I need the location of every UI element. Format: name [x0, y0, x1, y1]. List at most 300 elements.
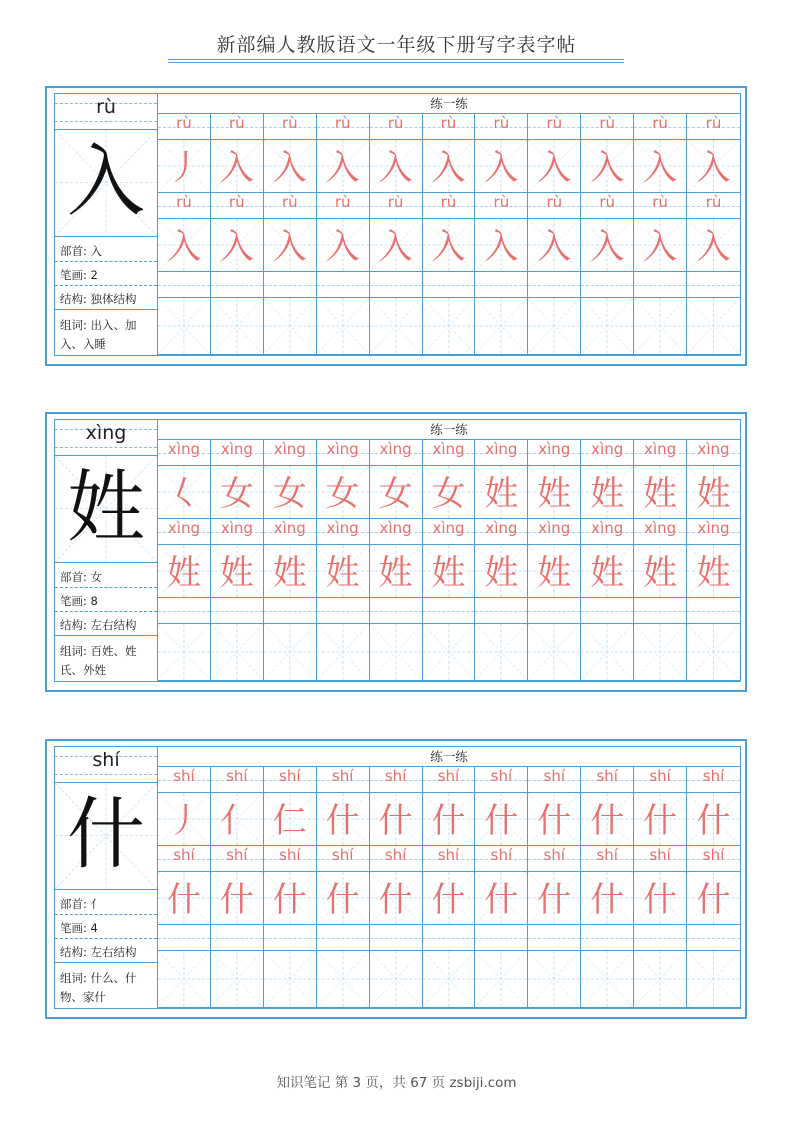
- practice-cell[interactable]: [528, 951, 581, 1007]
- practice-cell[interactable]: [264, 114, 317, 139]
- character-info-panel: [54, 93, 158, 356]
- practice-row: [158, 140, 740, 193]
- stroke-count-label: 笔画: 4: [55, 918, 157, 939]
- practice-cell[interactable]: [528, 440, 581, 465]
- practice-cell[interactable]: [687, 598, 740, 623]
- practice-cell[interactable]: [581, 767, 634, 792]
- practice-cell[interactable]: [211, 925, 264, 950]
- practice-cell[interactable]: [687, 793, 740, 845]
- practice-cell[interactable]: [634, 466, 687, 518]
- practice-cell[interactable]: [158, 272, 211, 297]
- trace-character: 入: [537, 148, 572, 188]
- practice-cell[interactable]: [423, 114, 476, 139]
- trace-character: 什: [537, 801, 572, 841]
- trace-character: 姓: [537, 553, 572, 593]
- trace-character: 什: [431, 801, 466, 841]
- trace-character: 亻: [219, 801, 254, 841]
- practice-cell[interactable]: [581, 624, 634, 680]
- practice-cell[interactable]: [581, 140, 634, 192]
- radical-label: 部首: 亻: [55, 894, 157, 915]
- practice-row: [158, 193, 740, 219]
- practice-cell[interactable]: [528, 114, 581, 139]
- practice-cell[interactable]: [634, 598, 687, 623]
- trace-character: 入: [431, 227, 466, 267]
- practice-cell[interactable]: [158, 466, 211, 518]
- practice-cell[interactable]: [634, 440, 687, 465]
- practice-cell[interactable]: [475, 545, 528, 597]
- practice-cell[interactable]: [423, 440, 476, 465]
- practice-cell[interactable]: [687, 624, 740, 680]
- practice-cell[interactable]: [317, 219, 370, 271]
- practice-cell[interactable]: [528, 767, 581, 792]
- practice-cell[interactable]: [317, 545, 370, 597]
- practice-cell[interactable]: [687, 951, 740, 1007]
- trace-pinyin: xìng: [538, 519, 571, 537]
- grid-guide: [475, 624, 527, 680]
- practice-cell[interactable]: [687, 114, 740, 139]
- practice-cell[interactable]: [423, 598, 476, 623]
- practice-cell[interactable]: [211, 466, 264, 518]
- practice-cell[interactable]: [475, 846, 528, 871]
- practice-cell[interactable]: [528, 298, 581, 354]
- practice-cell[interactable]: [317, 624, 370, 680]
- practice-cell[interactable]: [158, 519, 211, 544]
- practice-cell[interactable]: [528, 272, 581, 297]
- practice-cell[interactable]: [423, 519, 476, 544]
- practice-cell[interactable]: [211, 140, 264, 192]
- practice-cell[interactable]: [264, 545, 317, 597]
- practice-cell[interactable]: [528, 193, 581, 218]
- page-footer: 知识笔记 第 3 页，共 67 页 zsbiji.com: [276, 1075, 517, 1091]
- practice-cell[interactable]: [264, 767, 317, 792]
- practice-cell[interactable]: [264, 925, 317, 950]
- practice-cell[interactable]: [211, 872, 264, 924]
- practice-cell[interactable]: [264, 624, 317, 680]
- practice-cell[interactable]: [370, 440, 423, 465]
- trace-character: 姓: [272, 553, 307, 593]
- practice-cell[interactable]: [528, 219, 581, 271]
- trace-pinyin: xìng: [697, 519, 730, 537]
- trace-pinyin: rù: [546, 114, 563, 132]
- practice-cell[interactable]: [211, 272, 264, 297]
- practice-cell[interactable]: [423, 793, 476, 845]
- practice-cell[interactable]: [528, 598, 581, 623]
- practice-cell[interactable]: [370, 793, 423, 845]
- trace-character: 入: [325, 227, 360, 267]
- practice-cell[interactable]: [370, 951, 423, 1007]
- practice-cell[interactable]: [211, 298, 264, 354]
- practice-cell[interactable]: [317, 598, 370, 623]
- practice-cell[interactable]: [317, 951, 370, 1007]
- practice-cell[interactable]: [634, 846, 687, 871]
- trace-character: 入: [378, 148, 413, 188]
- practice-cell[interactable]: [475, 193, 528, 218]
- practice-cell[interactable]: [581, 519, 634, 544]
- practice-cell[interactable]: [317, 767, 370, 792]
- practice-cell[interactable]: [158, 925, 211, 950]
- trace-pinyin: rù: [599, 114, 616, 132]
- practice-cell[interactable]: [423, 545, 476, 597]
- practice-cell[interactable]: [475, 440, 528, 465]
- practice-cell[interactable]: [370, 140, 423, 192]
- practice-cell[interactable]: [158, 193, 211, 218]
- practice-cell[interactable]: [475, 114, 528, 139]
- practice-cell[interactable]: [581, 466, 634, 518]
- practice-cell[interactable]: [211, 545, 264, 597]
- practice-cell[interactable]: [634, 219, 687, 271]
- title-underline-2: [168, 62, 624, 63]
- trace-character: 姓: [378, 553, 413, 593]
- trace-pinyin: rù: [387, 193, 404, 211]
- practice-cell[interactable]: [475, 598, 528, 623]
- trace-pinyin: rù: [493, 114, 510, 132]
- practice-cell[interactable]: [317, 298, 370, 354]
- practice-cell[interactable]: [211, 598, 264, 623]
- grid-guide: [211, 624, 263, 680]
- practice-cell[interactable]: [158, 140, 211, 192]
- practice-cell[interactable]: [158, 767, 211, 792]
- character-info-panel: [54, 419, 158, 682]
- practice-cell[interactable]: [687, 925, 740, 950]
- practice-cell[interactable]: [528, 925, 581, 950]
- practice-cell[interactable]: [687, 272, 740, 297]
- practice-cell[interactable]: [423, 624, 476, 680]
- practice-cell[interactable]: [264, 140, 317, 192]
- practice-cell[interactable]: [423, 219, 476, 271]
- practice-cell[interactable]: [581, 545, 634, 597]
- practice-cell[interactable]: [687, 545, 740, 597]
- practice-cell[interactable]: [687, 219, 740, 271]
- practice-cell[interactable]: [211, 219, 264, 271]
- trace-pinyin: rù: [493, 193, 510, 211]
- trace-pinyin: shí: [702, 846, 725, 864]
- practice-cell[interactable]: [370, 298, 423, 354]
- trace-character: 姓: [590, 474, 625, 514]
- model-character: 入: [66, 137, 145, 227]
- practice-cell[interactable]: [475, 219, 528, 271]
- character-info-panel: [54, 746, 158, 1009]
- grid-guide: [370, 298, 422, 354]
- practice-cell[interactable]: [158, 219, 211, 271]
- practice-cell[interactable]: [475, 872, 528, 924]
- practice-cell[interactable]: [423, 193, 476, 218]
- practice-cell[interactable]: [211, 193, 264, 218]
- practice-cell[interactable]: [211, 793, 264, 845]
- practice-cell[interactable]: [634, 767, 687, 792]
- pinyin-box: [55, 94, 157, 130]
- practice-cell[interactable]: [528, 624, 581, 680]
- practice-cell[interactable]: [634, 545, 687, 597]
- trace-character: 入: [590, 227, 625, 267]
- practice-cell[interactable]: [317, 519, 370, 544]
- grid-guide: [634, 951, 686, 1007]
- practice-cell[interactable]: [581, 272, 634, 297]
- practice-cell[interactable]: [158, 951, 211, 1007]
- practice-cell[interactable]: [317, 193, 370, 218]
- trace-character: 姓: [696, 474, 731, 514]
- practice-cell[interactable]: [158, 624, 211, 680]
- grid-guide: [423, 624, 475, 680]
- character-card: [45, 86, 747, 366]
- practice-cell[interactable]: [370, 219, 423, 271]
- trace-character: 入: [484, 148, 519, 188]
- trace-character: 女: [219, 474, 254, 514]
- practice-row: [158, 793, 740, 846]
- trace-pinyin: shí: [543, 767, 566, 785]
- trace-pinyin: xìng: [644, 440, 677, 458]
- trace-pinyin: xìng: [538, 440, 571, 458]
- grid-guide: [581, 624, 633, 680]
- trace-pinyin: xìng: [379, 440, 412, 458]
- practice-cell[interactable]: [581, 219, 634, 271]
- practice-cell[interactable]: [475, 466, 528, 518]
- practice-cell[interactable]: [423, 925, 476, 950]
- practice-cell[interactable]: [264, 598, 317, 623]
- practice-cell[interactable]: [475, 272, 528, 297]
- practice-cell[interactable]: [317, 872, 370, 924]
- practice-cell[interactable]: [528, 846, 581, 871]
- practice-cell[interactable]: [264, 872, 317, 924]
- practice-cell[interactable]: [581, 846, 634, 871]
- practice-cell[interactable]: [317, 140, 370, 192]
- grid-guide: [158, 298, 210, 354]
- practice-cell[interactable]: [581, 193, 634, 218]
- trace-character: 丿: [166, 148, 201, 188]
- practice-cell[interactable]: [264, 466, 317, 518]
- practice-cell[interactable]: [475, 140, 528, 192]
- practice-row: [158, 925, 740, 951]
- practice-cell[interactable]: [634, 925, 687, 950]
- character-pinyin: rù: [96, 96, 116, 118]
- practice-cell[interactable]: [634, 114, 687, 139]
- trace-pinyin: shí: [649, 846, 671, 864]
- practice-cell[interactable]: [264, 519, 317, 544]
- practice-cell[interactable]: [634, 272, 687, 297]
- practice-cell[interactable]: [211, 767, 264, 792]
- grid-guide: [475, 951, 527, 1007]
- practice-cell[interactable]: [634, 872, 687, 924]
- practice-cell[interactable]: [211, 624, 264, 680]
- practice-cell[interactable]: [634, 624, 687, 680]
- trace-character: 入: [696, 227, 731, 267]
- grid-guide: [475, 298, 527, 354]
- practice-cell[interactable]: [475, 519, 528, 544]
- practice-cell[interactable]: [211, 114, 264, 139]
- trace-character: 姓: [325, 553, 360, 593]
- practice-cell[interactable]: [370, 767, 423, 792]
- trace-pinyin: rù: [599, 193, 616, 211]
- trace-character: 什: [378, 801, 413, 841]
- practice-cell[interactable]: [158, 545, 211, 597]
- trace-pinyin: rù: [652, 193, 668, 211]
- practice-cell[interactable]: [634, 793, 687, 845]
- trace-pinyin: shí: [331, 767, 354, 785]
- practice-cell[interactable]: [634, 140, 687, 192]
- practice-cell[interactable]: [370, 545, 423, 597]
- grid-guide: [264, 951, 316, 1007]
- radical-label: 部首: 入: [55, 241, 157, 262]
- practice-cell[interactable]: [370, 466, 423, 518]
- practice-cell[interactable]: [158, 846, 211, 871]
- practice-cell[interactable]: [158, 598, 211, 623]
- practice-cell[interactable]: [264, 951, 317, 1007]
- practice-cell[interactable]: [317, 466, 370, 518]
- practice-cell[interactable]: [423, 272, 476, 297]
- practice-cell[interactable]: [423, 767, 476, 792]
- practice-cell[interactable]: [370, 193, 423, 218]
- practice-cell[interactable]: [687, 846, 740, 871]
- practice-cell[interactable]: [634, 951, 687, 1007]
- practice-cell[interactable]: [581, 793, 634, 845]
- practice-cell[interactable]: [317, 925, 370, 950]
- grid-guide: [211, 951, 263, 1007]
- practice-cell[interactable]: [475, 624, 528, 680]
- trace-character: 什: [431, 880, 466, 920]
- practice-cell[interactable]: [528, 466, 581, 518]
- practice-cell[interactable]: [370, 114, 423, 139]
- practice-cell[interactable]: [634, 298, 687, 354]
- practice-cell[interactable]: [370, 872, 423, 924]
- practice-cell[interactable]: [634, 193, 687, 218]
- trace-character: 什: [325, 801, 360, 841]
- practice-cell[interactable]: [158, 114, 211, 139]
- trace-character: 仁: [272, 801, 307, 841]
- grid-guide: [211, 298, 263, 354]
- word-examples-line-2: 物、家什: [60, 990, 106, 1004]
- practice-cell[interactable]: [423, 466, 476, 518]
- grid-guide: [581, 298, 633, 354]
- practice-cell[interactable]: [581, 872, 634, 924]
- practice-cell[interactable]: [370, 519, 423, 544]
- practice-cell[interactable]: [264, 846, 317, 871]
- practice-cell[interactable]: [687, 298, 740, 354]
- practice-cell[interactable]: [423, 872, 476, 924]
- practice-cell[interactable]: [687, 466, 740, 518]
- practice-cell[interactable]: [264, 440, 317, 465]
- trace-pinyin: shí: [331, 846, 354, 864]
- practice-cell[interactable]: [581, 598, 634, 623]
- trace-character: 什: [378, 880, 413, 920]
- practice-cell[interactable]: [475, 793, 528, 845]
- practice-cell[interactable]: [581, 440, 634, 465]
- practice-cell[interactable]: [264, 793, 317, 845]
- practice-cell[interactable]: [211, 440, 264, 465]
- grid-guide: [687, 298, 740, 354]
- practice-cell[interactable]: [581, 925, 634, 950]
- practice-cell[interactable]: [211, 951, 264, 1007]
- practice-cell[interactable]: [687, 519, 740, 544]
- practice-cell[interactable]: [158, 440, 211, 465]
- trace-character: 入: [643, 227, 678, 267]
- practice-cell[interactable]: [475, 925, 528, 950]
- practice-cell[interactable]: [475, 767, 528, 792]
- trace-pinyin: shí: [384, 846, 407, 864]
- practice-cell[interactable]: [423, 951, 476, 1007]
- structure-label: 结构: 左右结构: [55, 615, 157, 636]
- practice-cell[interactable]: [687, 140, 740, 192]
- practice-header: 练一练: [158, 747, 740, 767]
- practice-row: [158, 466, 740, 519]
- trace-pinyin: xìng: [220, 519, 253, 537]
- practice-cell[interactable]: [687, 193, 740, 218]
- model-character: 姓: [66, 463, 145, 553]
- trace-character: 入: [696, 148, 731, 188]
- practice-cell[interactable]: [687, 440, 740, 465]
- practice-cell[interactable]: [370, 598, 423, 623]
- trace-character: 姓: [643, 474, 678, 514]
- trace-character: 什: [590, 801, 625, 841]
- practice-cell[interactable]: [423, 298, 476, 354]
- trace-character: 什: [643, 801, 678, 841]
- practice-grid: [158, 419, 741, 682]
- practice-cell[interactable]: [264, 272, 317, 297]
- practice-row: [158, 951, 740, 1008]
- pinyin-box: [55, 747, 157, 783]
- practice-cell[interactable]: [581, 298, 634, 354]
- practice-cell[interactable]: [528, 545, 581, 597]
- trace-pinyin: xìng: [326, 519, 359, 537]
- practice-cell[interactable]: [158, 298, 211, 354]
- grid-guide: [158, 624, 210, 680]
- radical-label: 部首: 女: [55, 567, 157, 588]
- practice-cell[interactable]: [317, 846, 370, 871]
- practice-cell[interactable]: [423, 140, 476, 192]
- structure-label: 结构: 左右结构: [55, 942, 157, 963]
- practice-row: [158, 114, 740, 140]
- practice-cell[interactable]: [581, 951, 634, 1007]
- practice-cell[interactable]: [211, 846, 264, 871]
- practice-cell[interactable]: [528, 793, 581, 845]
- practice-cell[interactable]: [687, 872, 740, 924]
- practice-cell[interactable]: [264, 219, 317, 271]
- practice-cell[interactable]: [581, 114, 634, 139]
- trace-character: 入: [537, 227, 572, 267]
- grid-guide: [687, 624, 740, 680]
- practice-row: [158, 519, 740, 545]
- practice-cell[interactable]: [370, 925, 423, 950]
- grid-guide: [581, 951, 633, 1007]
- practice-cell[interactable]: [528, 519, 581, 544]
- practice-cell[interactable]: [317, 114, 370, 139]
- practice-cell[interactable]: [264, 298, 317, 354]
- practice-cell[interactable]: [264, 193, 317, 218]
- practice-cell[interactable]: [317, 272, 370, 297]
- grid-guide: [423, 951, 475, 1007]
- trace-pinyin: rù: [281, 114, 298, 132]
- practice-cell[interactable]: [158, 793, 211, 845]
- practice-cell[interactable]: [687, 767, 740, 792]
- practice-cell[interactable]: [370, 846, 423, 871]
- practice-cell[interactable]: [158, 872, 211, 924]
- trace-character: 𡿨: [166, 474, 201, 514]
- practice-cell[interactable]: [211, 519, 264, 544]
- practice-cell[interactable]: [370, 624, 423, 680]
- practice-cell[interactable]: [528, 140, 581, 192]
- practice-cell[interactable]: [528, 872, 581, 924]
- practice-cell[interactable]: [370, 272, 423, 297]
- practice-cell[interactable]: [475, 951, 528, 1007]
- trace-character: 什: [219, 880, 254, 920]
- practice-cell[interactable]: [475, 298, 528, 354]
- practice-cell[interactable]: [317, 793, 370, 845]
- practice-row: [158, 298, 740, 355]
- practice-cell[interactable]: [423, 846, 476, 871]
- trace-pinyin: shí: [226, 767, 248, 785]
- practice-cell[interactable]: [634, 519, 687, 544]
- practice-cell[interactable]: [317, 440, 370, 465]
- character-card: [45, 412, 747, 692]
- character-pinyin: xìng: [85, 422, 127, 444]
